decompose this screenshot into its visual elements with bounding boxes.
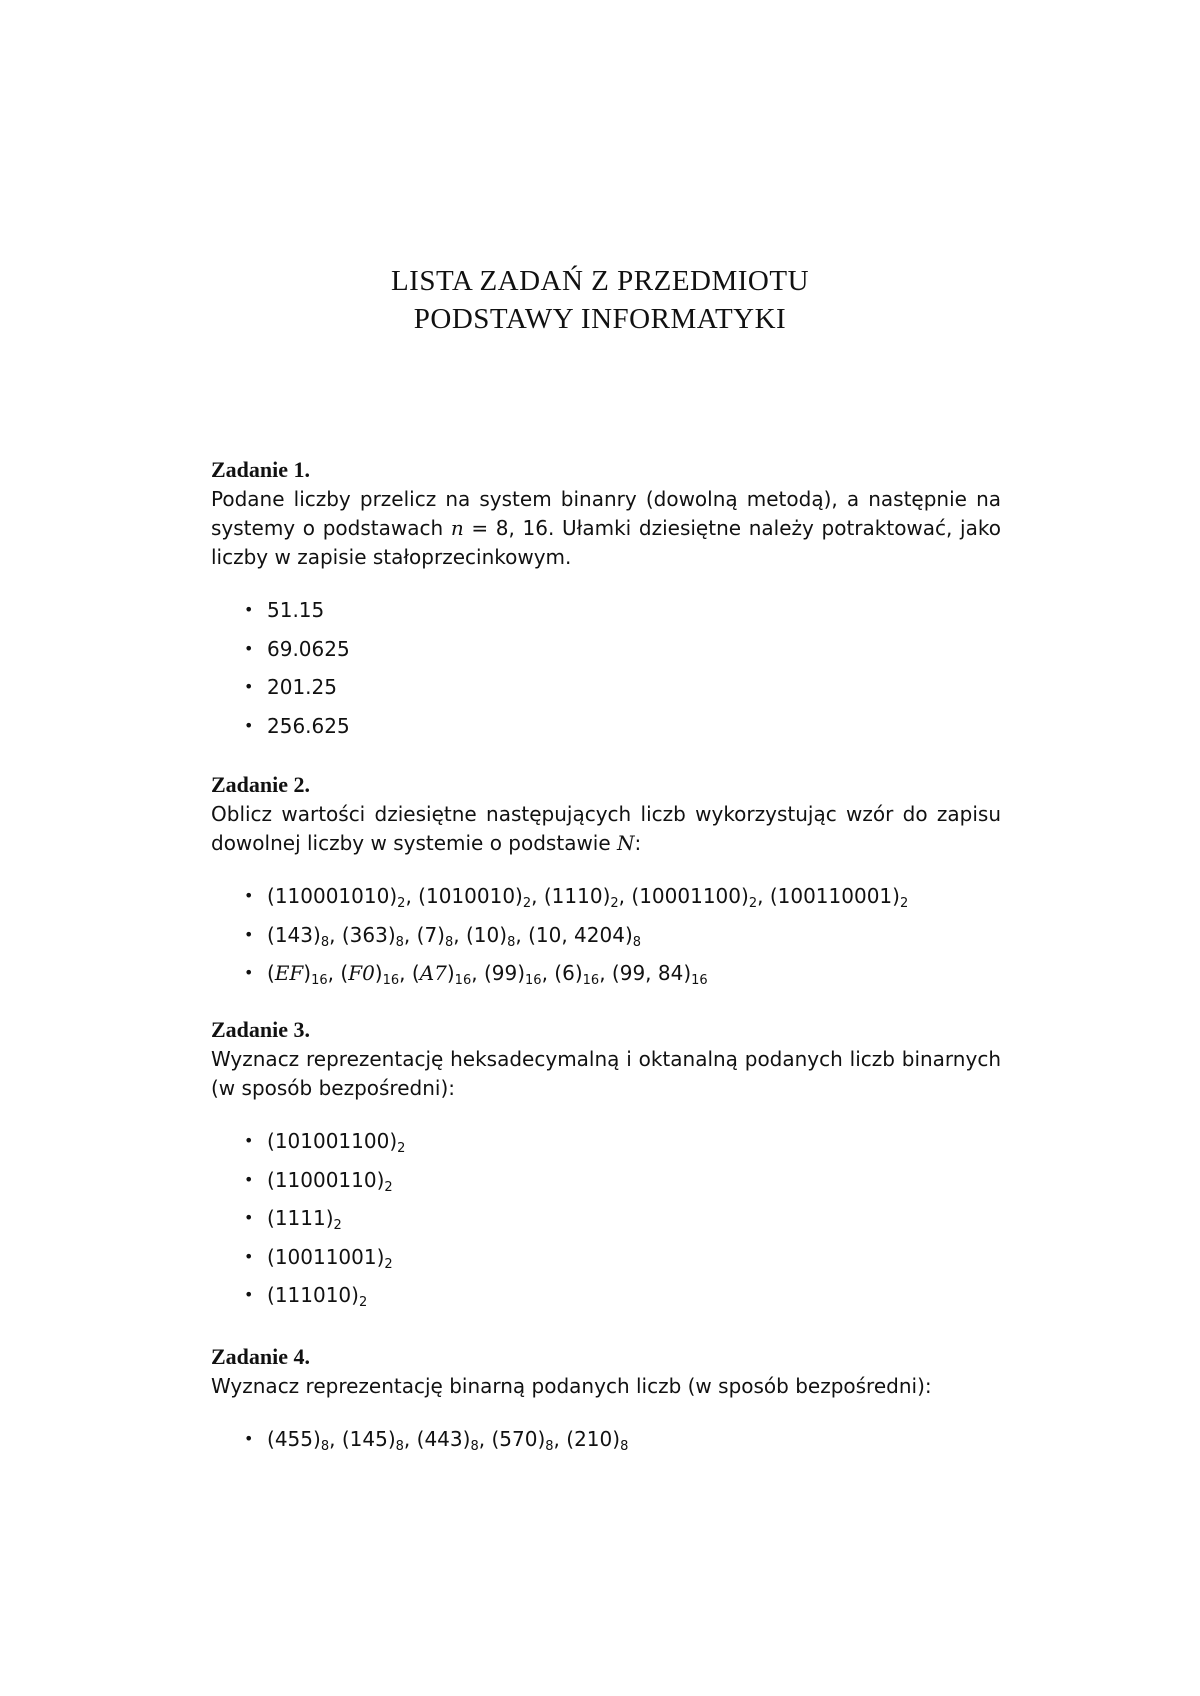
task-4-heading: Zadanie 4. — [211, 1344, 311, 1369]
number-with-base: $(100110001)_2$ — [769, 884, 909, 911]
list-item: • $(143)_8$, $(363)_8$, $(7)_8$, $(10)_8$, (10, $4204)_8$ — [244, 922, 642, 950]
title-line-2: PODSTAWY INFORMATYKI — [413, 303, 787, 335]
list-item: • 69.0625 — [244, 636, 350, 661]
task-1-list — [211, 591, 1001, 745]
list-item: • 201.25 — [244, 675, 337, 699]
number-with-base: $(7)_8$ — [416, 922, 454, 950]
list-item: • $(10011001)_2$ — [244, 1244, 393, 1272]
number-with-base: $(111010)_2$ — [267, 1283, 368, 1310]
number-with-base: $(143)_8$ — [267, 922, 330, 950]
number-with-base: $(443)_8$ — [416, 1427, 479, 1454]
page-title — [0, 262, 1200, 338]
number-with-base: $(110001010)_2$ — [267, 884, 406, 911]
number-with-base: $(11000110)_2$ — [267, 1167, 393, 1195]
number-with-base: (99, $84)_{16}$ — [611, 961, 708, 988]
number-with-base: $(101001100)_2$ — [267, 1129, 406, 1156]
task-3-description: Wyznacz reprezentację heksadecymalną i oktanalną podanych liczb binarnych (w sposób bezpośredni): — [211, 1047, 1001, 1100]
list-item: • 51.15 — [244, 598, 325, 622]
list-item: • $(11000110)_2$ — [244, 1167, 393, 1195]
number-with-base: $(1110)_2$ — [543, 884, 619, 911]
task-1 — [211, 455, 1001, 745]
number-with-base: $(210)_8$ — [566, 1427, 629, 1454]
task-4-list — [211, 1420, 1001, 1459]
list-item: • $(111010)_2$ — [244, 1283, 368, 1310]
list-item: • $(455)_8$, $(145)_8$, $(443)_8$, $(570)_8$, $(210)_8$ — [244, 1427, 629, 1454]
task-2-description: Oblicz wartości dziesiętne następujących liczb wykorzystując wzór do zapisu dowolnej liczby w systemie o podstawie N: — [211, 802, 1001, 855]
task-4-description: Wyznacz reprezentację binarną podanych liczb (w sposób bezpośredni): — [211, 1374, 932, 1398]
task-2 — [211, 770, 1001, 993]
number-with-base: $(10011001)_2$ — [267, 1244, 393, 1272]
number-with-base: $(99)_{16}$ — [483, 961, 542, 988]
task-3 — [211, 1015, 1001, 1315]
number-with-base: $(363)_8$ — [341, 922, 404, 950]
task-3-heading: Zadanie 3. — [211, 1017, 311, 1042]
list-item: • $(EF)_{16}$, $(F0)_{16}$, $(A7)_{16}$, $(99)_{16}$, $(6)_{16}$, (99, $84)_{16}$ — [244, 961, 708, 988]
number-with-base: $(A7)_{16}$ — [411, 961, 472, 988]
number-with-base: $(EF)_{16}$ — [267, 961, 328, 988]
number-with-base: $(6)_{16}$ — [554, 961, 600, 988]
number-with-base: $(455)_8$ — [267, 1427, 330, 1454]
number-with-base: $(1111)_2$ — [267, 1206, 342, 1233]
list-item: • $(110001010)_2$, $(1010010)_2$, $(1110)_2$, $(10001100)_2$, $(100110001)_2$ — [244, 884, 909, 911]
task-1-heading: Zadanie 1. — [211, 457, 311, 482]
list-item: • $(1111)_2$ — [244, 1206, 342, 1233]
task-2-list — [211, 877, 1001, 993]
title-line-1: LISTA ZADAŃ Z PRZEDMIOTU — [390, 265, 810, 297]
task-1-description: Podane liczby przelicz na system binanry (dowolną metodą), a następnie na systemy o podstawach n = 8, 16. Ułamki dziesiętne należy potraktować, jako liczby w zapisie stałoprzecinkowym. — [211, 487, 1001, 569]
number-with-base: $(1010010)_2$ — [418, 884, 532, 911]
number-with-base: $(10)_8$ — [465, 922, 516, 950]
number-with-base: $(145)_8$ — [341, 1427, 404, 1454]
list-item: • $(101001100)_2$ — [244, 1129, 406, 1156]
number-with-base: $(F0)_{16}$ — [340, 961, 400, 988]
task-4 — [211, 1342, 1001, 1459]
number-with-base: $(570)_8$ — [491, 1427, 554, 1454]
number-with-base: $(10001100)_2$ — [631, 884, 758, 911]
task-2-heading: Zadanie 2. — [211, 772, 311, 797]
number-with-base: (10, $4204)_8$ — [528, 922, 642, 950]
list-item: • 256.625 — [244, 713, 350, 738]
task-3-list — [211, 1122, 1001, 1315]
